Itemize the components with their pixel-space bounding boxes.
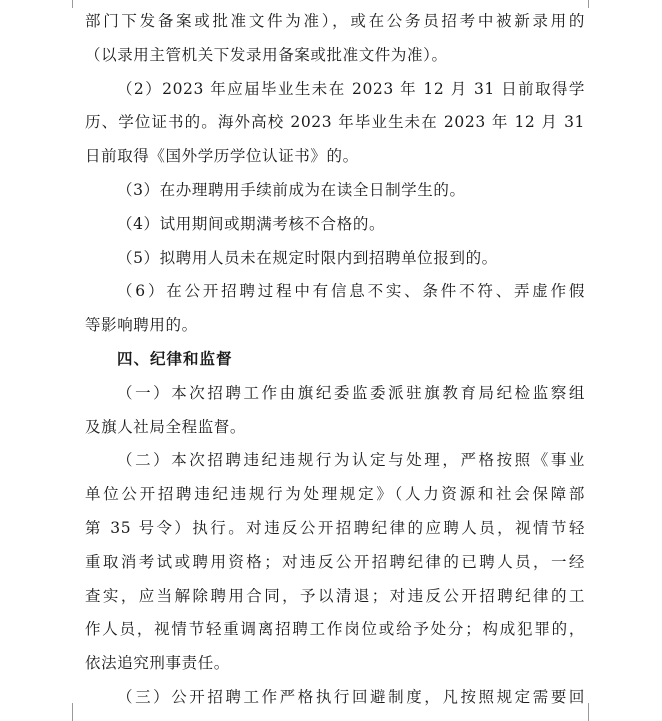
text-line: （三）公开招聘工作严格执行回避制度，凡按照规定需要回 bbox=[117, 687, 585, 706]
text-line: 依法追究刑事责任。 bbox=[85, 654, 230, 673]
text-line: （3）在办理聘用手续前成为在读全日制学生的。 bbox=[117, 180, 466, 199]
text-line: （2）2023 年应届毕业生未在 2023 年 12 月 31 日前取得学 bbox=[117, 79, 585, 98]
text-line: （二）本次招聘违纪违规行为认定与处理，严格按照《事业 bbox=[117, 451, 585, 470]
page-corner-mark bbox=[588, 703, 601, 721]
text-line: 及旗人社局全程监督。 bbox=[85, 417, 247, 436]
text-line: 历、学位证书的。海外高校 2023 年毕业生未在 2023 年 12 月 31 bbox=[85, 113, 585, 132]
page-corner-mark bbox=[60, 0, 73, 8]
text-line: 单位公开招聘违纪违规行为处理规定》（人力资源和社会保障部 bbox=[85, 485, 585, 504]
text-line: （以录用主管机关下发录用备案或批准文件为准）。 bbox=[85, 45, 448, 64]
page-corner-mark bbox=[588, 0, 601, 8]
text-line: （5）拟聘用人员未在规定时限内到招聘单位报到的。 bbox=[117, 248, 498, 267]
text-line: 查实，应当解除聘用合同，予以清退；对违反公开招聘纪律的工 bbox=[85, 586, 585, 605]
text-line: （4）试用期间或期满考核不合格的。 bbox=[117, 214, 386, 233]
text-line: 部门下发备案或批准文件为准），或在公务员招考中被新录用的 bbox=[85, 12, 585, 30]
text-line: 等影响聘用的。 bbox=[85, 316, 198, 335]
text-line: （6）在公开招聘过程中有信息不实、条件不符、弄虚作假 bbox=[117, 282, 585, 301]
text-line: 重取消考试或聘用资格；对违反公开招聘纪律的已聘人员，一经 bbox=[85, 552, 585, 571]
document-body bbox=[85, 5, 585, 715]
text-line: 第 35 号令）执行。对违反公开招聘纪律的应聘人员，视情节轻 bbox=[85, 518, 585, 537]
text-line: 日前取得《国外学历学位认证书》的。 bbox=[85, 147, 359, 166]
text-line: （一）本次招聘工作由旗纪委监委派驻旗教育局纪检监察组 bbox=[117, 383, 585, 402]
section-heading: 四、纪律和监督 bbox=[117, 349, 233, 368]
text-line: 作人员，视情节轻重调离招聘工作岗位或给予处分；构成犯罪的， bbox=[85, 620, 585, 639]
page-corner-mark bbox=[60, 703, 73, 721]
